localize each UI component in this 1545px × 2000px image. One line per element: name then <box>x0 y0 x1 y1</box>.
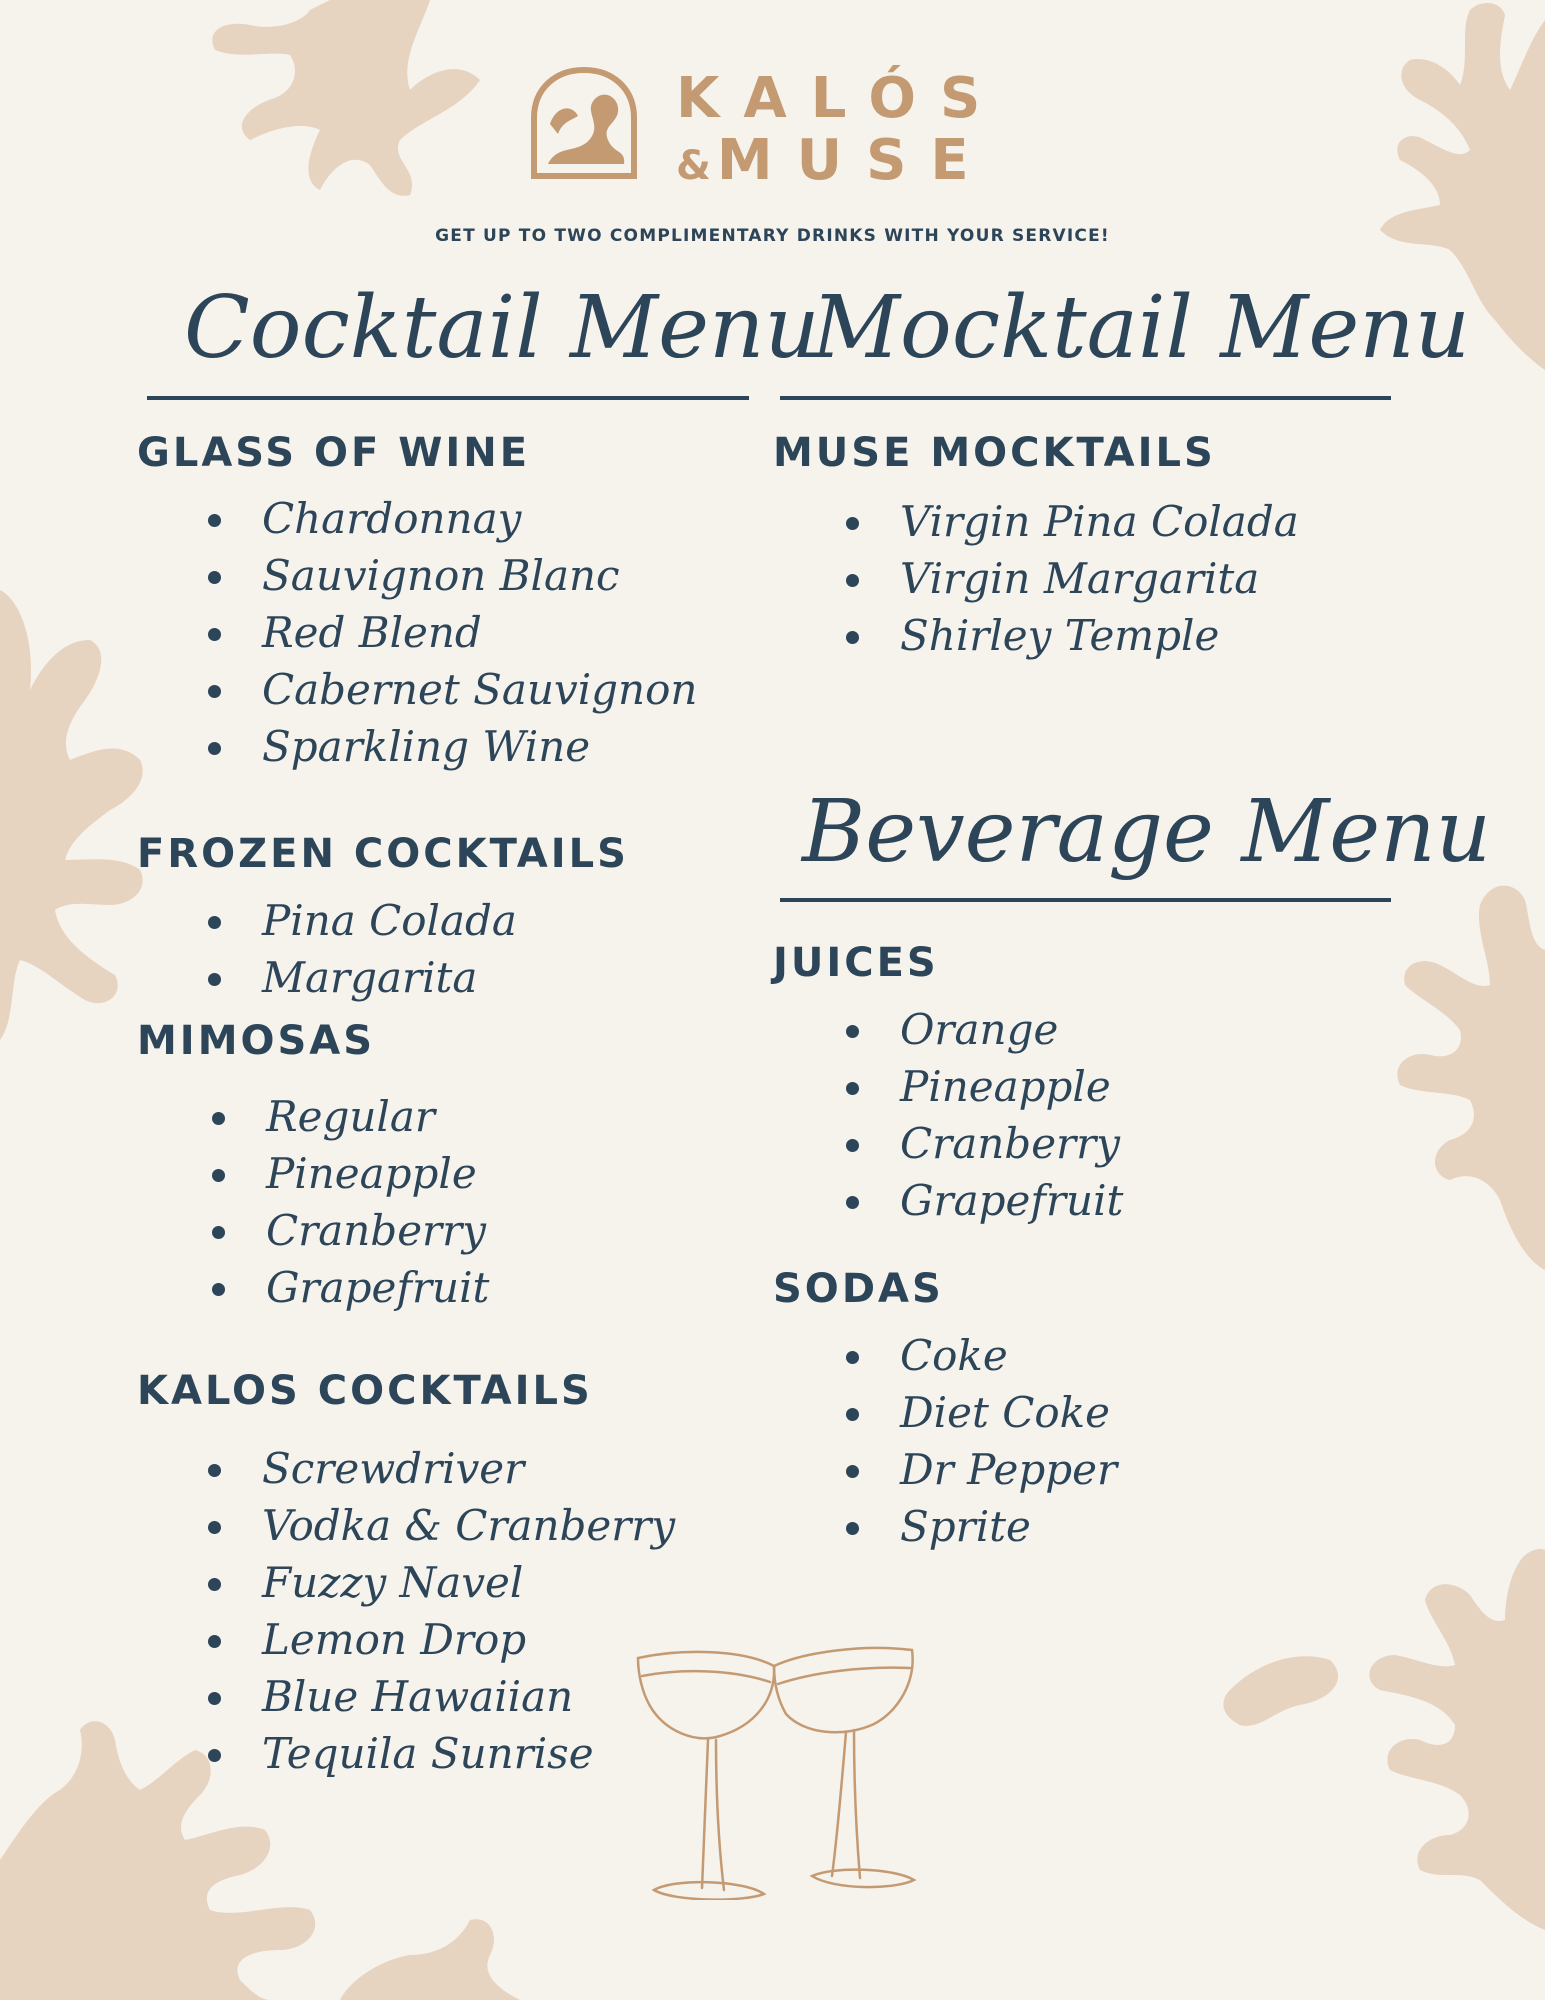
list-glass-of-wine <box>262 490 697 775</box>
item-text: Cranberry <box>266 1206 486 1255</box>
list-item <box>900 1058 1123 1115</box>
list-item <box>262 1497 675 1554</box>
bullet-icon <box>208 916 221 929</box>
section-title-muse-mocktails: MUSE MOCKTAILS <box>773 430 1216 476</box>
list-item <box>266 1202 489 1259</box>
item-text: Chardonnay <box>262 494 522 543</box>
list-mimosas <box>266 1088 489 1316</box>
cocktail-menu-rule <box>147 396 749 400</box>
bullet-icon <box>212 1169 225 1182</box>
bullet-icon <box>208 685 221 698</box>
bullet-icon <box>846 1465 859 1478</box>
list-item <box>266 1088 489 1145</box>
item-text: Vodka & Cranberry <box>262 1501 676 1550</box>
brand-line1: KALÓS <box>676 66 1005 131</box>
list-item <box>900 1001 1123 1058</box>
list-item <box>262 1668 675 1725</box>
item-text: Virgin Margarita <box>900 554 1260 603</box>
list-item <box>900 1441 1117 1498</box>
list-item <box>262 547 697 604</box>
section-title-kalos-cocktails: KALOS COCKTAILS <box>137 1368 593 1414</box>
bullet-icon <box>208 1749 221 1762</box>
item-text: Shirley Temple <box>900 611 1220 660</box>
brand-wordmark <box>676 68 1004 197</box>
list-item <box>262 661 697 718</box>
bullet-icon <box>208 1635 221 1648</box>
bullet-icon <box>846 1025 859 1038</box>
section-title-juices: JUICES <box>773 940 939 986</box>
bullet-icon <box>212 1226 225 1239</box>
item-text: Sprite <box>900 1502 1031 1551</box>
list-item <box>262 1725 675 1782</box>
item-text: Diet Coke <box>900 1388 1110 1437</box>
item-text: Blue Hawaiian <box>262 1672 574 1721</box>
item-text: Pineapple <box>900 1062 1111 1111</box>
bullet-icon <box>846 1196 859 1209</box>
section-title-glass-of-wine: GLASS OF WINE <box>137 430 531 476</box>
item-text: Fuzzy Navel <box>262 1558 524 1607</box>
bullet-icon <box>208 571 221 584</box>
bullet-icon <box>208 1692 221 1705</box>
list-frozen-cocktails <box>262 892 517 1006</box>
list-kalos-cocktails <box>262 1440 675 1782</box>
list-item <box>262 490 697 547</box>
list-item <box>262 1440 675 1497</box>
tagline: GET UP TO TWO COMPLIMENTARY DRINKS WITH YOUR SERVICE! <box>435 226 1110 246</box>
coral-leaf-icon <box>1223 1549 1545 1930</box>
item-text: Margarita <box>262 953 478 1002</box>
mocktail-menu-title: Mocktail Menu <box>812 278 1471 378</box>
list-item <box>900 1115 1123 1172</box>
item-text: Grapefruit <box>900 1176 1124 1225</box>
list-item <box>262 949 517 1006</box>
item-text: Lemon Drop <box>262 1615 527 1664</box>
bullet-icon <box>208 514 221 527</box>
coral-leaf-icon <box>0 590 143 1040</box>
list-item <box>900 1172 1123 1229</box>
list-item <box>900 1498 1117 1555</box>
bullet-icon <box>208 1464 221 1477</box>
bullet-icon <box>846 631 859 644</box>
item-text: Orange <box>900 1005 1059 1054</box>
brand-line2 <box>676 130 1004 197</box>
list-item <box>900 550 1299 607</box>
coral-leaf-icon <box>1397 870 1545 1270</box>
beverage-menu-title: Beverage Menu <box>802 782 1491 882</box>
bullet-icon <box>846 1082 859 1095</box>
item-text: Cabernet Sauvignon <box>262 665 698 714</box>
item-text: Pineapple <box>266 1149 477 1198</box>
brand-ampersand: & <box>676 143 717 189</box>
section-title-mimosas: MIMOSAS <box>137 1018 376 1064</box>
bullet-icon <box>208 1521 221 1534</box>
bullet-icon <box>208 742 221 755</box>
bullet-icon <box>846 574 859 587</box>
bullet-icon <box>846 517 859 530</box>
bullet-icon <box>846 1408 859 1421</box>
list-item <box>900 607 1299 664</box>
list-item <box>262 892 517 949</box>
item-text: Screwdriver <box>262 1444 525 1493</box>
bullet-icon <box>846 1522 859 1535</box>
list-item <box>900 1384 1117 1441</box>
beverage-menu-rule <box>780 898 1391 902</box>
list-item <box>262 1611 675 1668</box>
bullet-icon <box>212 1283 225 1296</box>
item-text: Regular <box>266 1092 435 1141</box>
item-text: Red Blend <box>262 608 482 657</box>
list-item <box>266 1259 489 1316</box>
coupe-glasses-icon <box>624 1640 924 1900</box>
list-item <box>266 1145 489 1202</box>
section-title-frozen-cocktails: FROZEN COCKTAILS <box>137 831 629 877</box>
mocktail-menu-rule <box>780 396 1391 400</box>
list-item <box>262 1554 675 1611</box>
section-title-sodas: SODAS <box>773 1266 944 1312</box>
item-text: Sparkling Wine <box>262 722 591 771</box>
bullet-icon <box>208 628 221 641</box>
list-item <box>262 718 697 775</box>
list-juices <box>900 1001 1123 1229</box>
item-text: Tequila Sunrise <box>262 1729 594 1778</box>
brand-line2-text: MUSE <box>716 128 993 193</box>
coral-leaf-icon <box>212 0 480 196</box>
item-text: Coke <box>900 1331 1008 1380</box>
bullet-icon <box>208 1578 221 1591</box>
bullet-icon <box>846 1139 859 1152</box>
item-text: Pina Colada <box>262 896 517 945</box>
bullet-icon <box>212 1112 225 1125</box>
list-item <box>900 493 1299 550</box>
bullet-icon <box>208 973 221 986</box>
item-text: Cranberry <box>900 1119 1120 1168</box>
list-item <box>900 1327 1117 1384</box>
item-text: Sauvignon Blanc <box>262 551 620 600</box>
list-item <box>262 604 697 661</box>
cocktail-menu-title: Cocktail Menu <box>184 278 820 378</box>
item-text: Grapefruit <box>266 1263 490 1312</box>
item-text: Virgin Pina Colada <box>900 497 1299 546</box>
list-sodas <box>900 1327 1117 1555</box>
list-muse-mocktails <box>900 493 1299 664</box>
item-text: Dr Pepper <box>900 1445 1118 1494</box>
logo-arch-icon <box>528 64 640 182</box>
bullet-icon <box>846 1351 859 1364</box>
